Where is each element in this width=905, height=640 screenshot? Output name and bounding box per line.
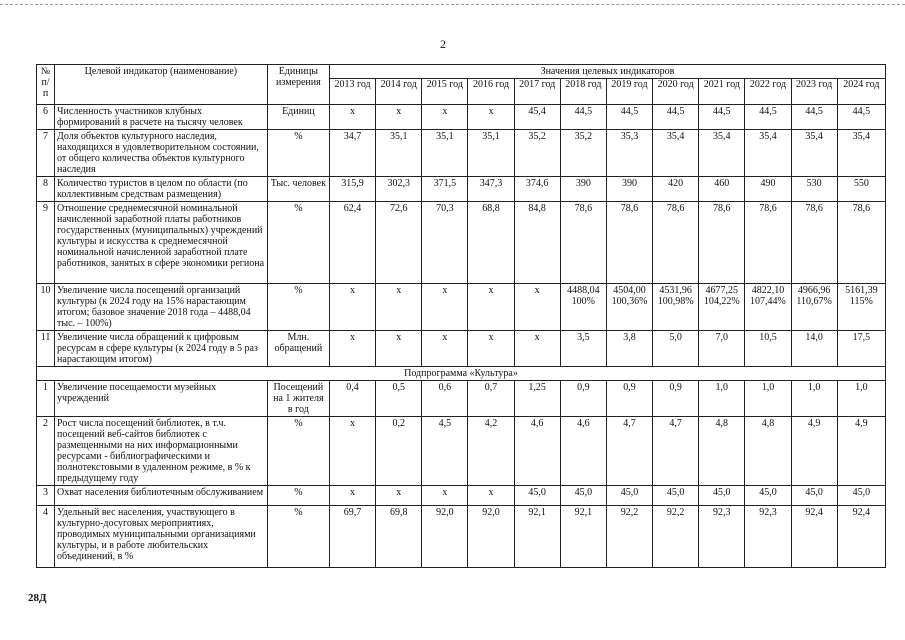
row-number: 3: [37, 486, 55, 506]
table-row: [37, 177, 886, 202]
indicator-name: Отношение среднемесячной номинальной начисленной заработной платы работников государственных (муниципальных) учреждений культуры и искусства к среднемесячной номинальной начисленной заработной плате работников, занятых в сфере экономики региона: [55, 202, 268, 284]
indicator-value: 490: [745, 177, 791, 202]
indicator-value: 44,5: [560, 105, 606, 130]
header-units: Единицы измерения: [267, 65, 329, 105]
indicator-value: 4488,04 100%: [560, 284, 606, 331]
table-body: [37, 105, 886, 568]
row-number: 10: [37, 284, 55, 331]
header-year: 2018 год: [560, 79, 606, 105]
header-num: № п/п: [37, 65, 55, 105]
indicator-value: 374,6: [514, 177, 560, 202]
header-values-title: Значения целевых индикаторов: [329, 65, 885, 79]
indicator-value: 3,8: [606, 331, 652, 367]
indicator-value: 4,7: [653, 417, 699, 486]
indicator-value: 4,9: [791, 417, 837, 486]
indicator-value: 45,0: [653, 486, 699, 506]
section-title: Подпрограмма «Культура»: [37, 367, 886, 381]
indicator-unit: Млн. обращений: [267, 331, 329, 367]
indicator-value: 420: [653, 177, 699, 202]
table-row: [37, 331, 886, 367]
indicator-value: 460: [699, 177, 745, 202]
indicator-value: x: [514, 284, 560, 331]
indicator-value: 371,5: [422, 177, 468, 202]
indicator-value: 390: [606, 177, 652, 202]
section-row: [37, 367, 886, 381]
indicator-value: x: [329, 417, 375, 486]
indicator-value: 1,25: [514, 381, 560, 417]
indicator-value: 7,0: [699, 331, 745, 367]
indicator-value: 35,1: [422, 130, 468, 177]
indicator-value: 315,9: [329, 177, 375, 202]
indicator-value: x: [376, 105, 422, 130]
indicator-unit: Единиц: [267, 105, 329, 130]
indicator-value: 0,9: [606, 381, 652, 417]
indicator-value: 62,4: [329, 202, 375, 284]
indicator-value: 4531,96 100,98%: [653, 284, 699, 331]
indicator-value: 0,5: [376, 381, 422, 417]
indicator-value: 78,6: [606, 202, 652, 284]
row-number: 6: [37, 105, 55, 130]
indicator-value: 92,3: [745, 506, 791, 568]
scan-top-edge: [0, 4, 905, 5]
header-indicator: Целевой индикатор (наименование): [55, 65, 268, 105]
row-number: 7: [37, 130, 55, 177]
indicator-value: 4,9: [837, 417, 885, 486]
indicator-value: 92,1: [560, 506, 606, 568]
indicator-value: 0,9: [560, 381, 606, 417]
indicator-value: 44,5: [837, 105, 885, 130]
table-row: [37, 105, 886, 130]
table-row: [37, 130, 886, 177]
indicator-value: 10,5: [745, 331, 791, 367]
indicator-value: 84,8: [514, 202, 560, 284]
indicator-value: 35,4: [653, 130, 699, 177]
indicator-value: 4822,10 107,44%: [745, 284, 791, 331]
indicator-value: 1,0: [791, 381, 837, 417]
indicator-unit: %: [267, 486, 329, 506]
indicator-value: 35,3: [606, 130, 652, 177]
row-number: 11: [37, 331, 55, 367]
indicator-value: 92,3: [699, 506, 745, 568]
indicator-name: Численность участников клубных формирований в расчете на тысячу человек: [55, 105, 268, 130]
header-year: 2023 год: [791, 79, 837, 105]
header-year: 2024 год: [837, 79, 885, 105]
header-year: 2016 год: [468, 79, 514, 105]
indicator-value: 92,2: [653, 506, 699, 568]
indicator-value: 45,0: [514, 486, 560, 506]
indicator-name: Увеличение числа обращений к цифровым ресурсам в сфере культуры (к 2024 году в 5 раз нарастающим итогом): [55, 331, 268, 367]
indicator-value: 45,0: [791, 486, 837, 506]
row-number: 9: [37, 202, 55, 284]
indicator-value: 1,0: [699, 381, 745, 417]
indicator-name: Доля объектов культурного наследия, находящихся в удовлетворительном состоянии, от общего количества объектов культурного наследия: [55, 130, 268, 177]
indicator-unit: %: [267, 506, 329, 568]
indicator-unit: %: [267, 202, 329, 284]
indicator-value: 69,7: [329, 506, 375, 568]
indicator-value: x: [468, 486, 514, 506]
indicator-value: 4677,25 104,22%: [699, 284, 745, 331]
indicator-value: 0,4: [329, 381, 375, 417]
header-year: 2017 год: [514, 79, 560, 105]
row-number: 8: [37, 177, 55, 202]
header-year: 2015 год: [422, 79, 468, 105]
table-header: [37, 65, 886, 105]
indicator-value: 530: [791, 177, 837, 202]
indicator-value: 4,5: [422, 417, 468, 486]
indicator-value: 35,1: [468, 130, 514, 177]
indicator-value: 4,7: [606, 417, 652, 486]
indicator-value: 78,6: [560, 202, 606, 284]
indicator-unit: Посещений на 1 жителя в год: [267, 381, 329, 417]
indicator-value: x: [422, 486, 468, 506]
indicator-value: 69,8: [376, 506, 422, 568]
indicator-unit: %: [267, 284, 329, 331]
header-year: 2021 год: [699, 79, 745, 105]
indicator-value: 44,5: [745, 105, 791, 130]
indicator-value: 4504,00 100,36%: [606, 284, 652, 331]
indicator-value: 390: [560, 177, 606, 202]
indicator-value: 4,6: [514, 417, 560, 486]
table-row: [37, 381, 886, 417]
indicator-value: x: [376, 284, 422, 331]
indicator-value: 68,8: [468, 202, 514, 284]
indicator-value: x: [468, 105, 514, 130]
indicator-name: Рост числа посещений библиотек, в т.ч. посещений веб-сайтов библиотек с размещенными на них информационными ресурсами - библиографическими и полнотекстовыми в удаленном режиме, в % к предыдущему году: [55, 417, 268, 486]
indicator-value: x: [376, 486, 422, 506]
indicator-value: 35,1: [376, 130, 422, 177]
indicator-value: 1,0: [745, 381, 791, 417]
indicator-value: x: [422, 331, 468, 367]
indicator-value: 4966,96 110,67%: [791, 284, 837, 331]
indicator-value: 4,8: [699, 417, 745, 486]
indicator-value: 0,9: [653, 381, 699, 417]
indicator-value: 17,5: [837, 331, 885, 367]
indicator-value: 92,0: [468, 506, 514, 568]
indicator-name: Увеличение посещаемости музейных учреждений: [55, 381, 268, 417]
indicator-value: 5,0: [653, 331, 699, 367]
indicator-value: 78,6: [699, 202, 745, 284]
indicator-value: 44,5: [791, 105, 837, 130]
header-year: 2020 год: [653, 79, 699, 105]
indicator-unit: %: [267, 130, 329, 177]
indicator-value: 92,1: [514, 506, 560, 568]
indicator-value: x: [329, 486, 375, 506]
indicator-value: x: [329, 105, 375, 130]
table-row: [37, 284, 886, 331]
indicator-value: 347,3: [468, 177, 514, 202]
indicator-value: 1,0: [837, 381, 885, 417]
indicator-value: 72,6: [376, 202, 422, 284]
indicator-value: 44,5: [653, 105, 699, 130]
indicator-value: 45,0: [745, 486, 791, 506]
indicator-value: 302,3: [376, 177, 422, 202]
indicator-value: x: [329, 331, 375, 367]
indicator-value: 45,0: [560, 486, 606, 506]
indicator-value: 14,0: [791, 331, 837, 367]
indicator-value: 44,5: [606, 105, 652, 130]
indicator-value: 45,0: [699, 486, 745, 506]
indicator-value: 70,3: [422, 202, 468, 284]
page-footer: 28Д: [28, 592, 47, 604]
table-row: [37, 506, 886, 568]
indicator-value: 78,6: [653, 202, 699, 284]
indicator-value: 5161,39 115%: [837, 284, 885, 331]
indicators-table: [36, 64, 886, 568]
table-row: [37, 486, 886, 506]
row-number: 4: [37, 506, 55, 568]
indicator-value: 4,2: [468, 417, 514, 486]
indicator-value: 4,8: [745, 417, 791, 486]
indicator-value: 35,4: [791, 130, 837, 177]
indicator-value: 45,0: [837, 486, 885, 506]
indicator-value: 35,2: [514, 130, 560, 177]
indicator-value: 0,6: [422, 381, 468, 417]
indicator-value: x: [329, 284, 375, 331]
indicator-value: x: [422, 105, 468, 130]
indicator-value: 0,7: [468, 381, 514, 417]
indicator-value: 550: [837, 177, 885, 202]
indicator-value: x: [422, 284, 468, 331]
row-number: 2: [37, 417, 55, 486]
indicator-name: Удельный вес населения, участвующего в культурно-досуговых мероприятиях, проводимых муниципальными организациями культуры, и в работе любительских объединений, в %: [55, 506, 268, 568]
indicator-value: x: [514, 331, 560, 367]
indicator-name: Количество туристов в целом по области (по коллективным средствам размещения): [55, 177, 268, 202]
indicator-value: 35,4: [699, 130, 745, 177]
indicator-name: Увеличение числа посещений организаций культуры (к 2024 году на 15% нарастающим итогом; базовое значение 2018 года – 4488,04 тыс. – 100%): [55, 284, 268, 331]
indicator-value: 78,6: [791, 202, 837, 284]
indicator-value: 3,5: [560, 331, 606, 367]
row-number: 1: [37, 381, 55, 417]
page-number: 2: [440, 37, 446, 51]
header-year: 2022 год: [745, 79, 791, 105]
table-row: [37, 417, 886, 486]
indicator-value: 35,2: [560, 130, 606, 177]
indicator-value: x: [376, 331, 422, 367]
indicator-value: 44,5: [699, 105, 745, 130]
indicator-value: 45,0: [606, 486, 652, 506]
indicator-value: 92,4: [791, 506, 837, 568]
header-year: 2014 год: [376, 79, 422, 105]
indicator-value: x: [468, 331, 514, 367]
indicator-unit: %: [267, 417, 329, 486]
indicator-value: 45,4: [514, 105, 560, 130]
indicator-value: 92,0: [422, 506, 468, 568]
indicator-name: Охват населения библиотечным обслуживанием: [55, 486, 268, 506]
indicator-value: x: [468, 284, 514, 331]
indicator-value: 4,6: [560, 417, 606, 486]
indicator-value: 92,4: [837, 506, 885, 568]
indicator-value: 34,7: [329, 130, 375, 177]
indicator-value: 78,6: [745, 202, 791, 284]
indicator-value: 0,2: [376, 417, 422, 486]
indicator-unit: Тыс. человек: [267, 177, 329, 202]
header-year: 2013 год: [329, 79, 375, 105]
header-year: 2019 год: [606, 79, 652, 105]
indicator-value: 35,4: [745, 130, 791, 177]
indicator-value: 35,4: [837, 130, 885, 177]
indicator-value: 92,2: [606, 506, 652, 568]
table-row: [37, 202, 886, 284]
indicator-value: 78,6: [837, 202, 885, 284]
